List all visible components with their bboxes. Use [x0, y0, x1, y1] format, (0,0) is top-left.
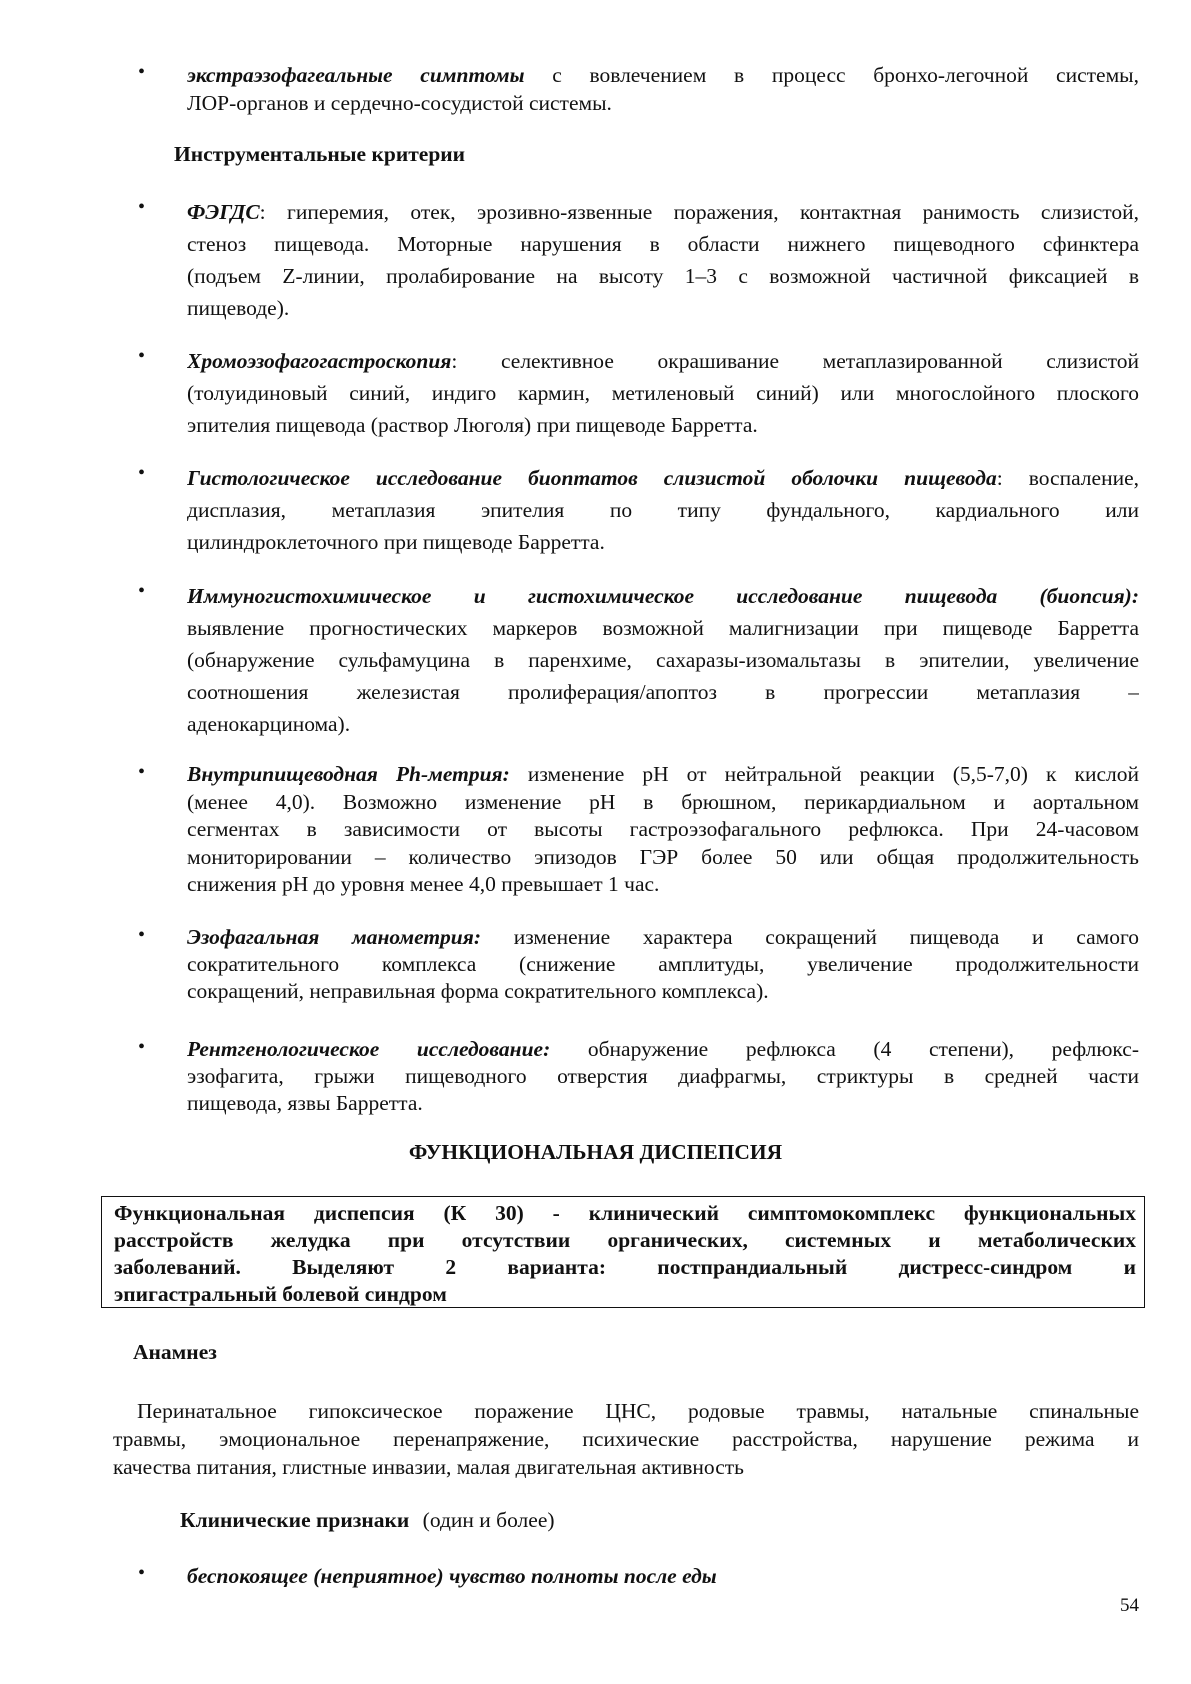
criterion-line — [187, 345, 1139, 377]
criterion-text: эпителия пищевода (раствор Люголя) при пищеводе Барретта. — [187, 413, 758, 437]
criterion-text: мониторировании – количество эпизодов ГЭР более 50 или общая продолжительность — [187, 844, 1139, 869]
criterion-text: (менее 4,0). Возможно изменение pH в брюшном, перикардиальном и аортальном — [187, 789, 1139, 814]
instrumental-heading: Инструментальные критерии — [174, 142, 466, 166]
criterion-text: эзофагита, грыжи пищеводного отверстия диафрагмы, стриктуры в средней части — [187, 1064, 1139, 1088]
bullet-item-fullness — [138, 1562, 1139, 1590]
criterion-line — [187, 196, 1139, 228]
criterion-line — [187, 409, 1139, 441]
criterion-text: пищеводе). — [187, 296, 290, 320]
criterion-line — [187, 580, 1139, 612]
anamnesis-line: травмы, эмоциональное перенапряжение, психические расстройства, нарушение режима и — [113, 1427, 1139, 1451]
criterion-line — [187, 494, 1139, 526]
criterion-text: дисплазия, метаплазия эпителия по типу фундального, кардиального или — [187, 498, 1139, 522]
criterion-line — [187, 844, 1139, 872]
criterion-line — [187, 1036, 1139, 1063]
criterion-text: : гиперемия, отек, эрозивно-язвенные поражения, контактная ранимость слизистой, — [259, 200, 1139, 224]
anamnesis-line: Перинатальное гипоксическое поражение ЦНС, родовые травмы, натальные спинальные — [137, 1399, 1139, 1423]
criterion-text: : селективное окрашивание метаплазированной слизистой — [451, 349, 1139, 373]
criterion-text: пищевода, язвы Барретта. — [187, 1091, 423, 1115]
criterion-text: : воспаление, — [996, 466, 1139, 490]
criterion-line — [187, 462, 1139, 494]
criterion-term: ФЭГДС — [187, 200, 260, 224]
bullet-icon: • — [138, 1562, 146, 1584]
anamnesis-paragraph — [113, 1397, 1139, 1481]
criterion-term: Иммуногистохимическое и гистохимическое исследование пищевода (биопсия): — [187, 584, 1139, 608]
criterion-line — [187, 377, 1139, 409]
bullet-icon: • — [138, 924, 146, 946]
criterion-text: (толуидиновый синий, индиго кармин, метиленовый синий) или многослойного плоского — [187, 381, 1139, 405]
criterion-item — [138, 924, 1139, 1005]
bullet-icon: • — [138, 580, 146, 602]
bullet-icon: • — [138, 1036, 146, 1058]
criterion-text: снижения pH до уровня менее 4,0 превышает 1 час. — [187, 872, 660, 896]
criterion-line — [187, 789, 1139, 817]
criterion-text: сократительного комплекса (снижение амплитуды, увеличение продолжительности — [187, 952, 1139, 976]
criterion-text: изменение характера сокращений пищевода и самого — [481, 925, 1139, 949]
criterion-term: Рентгенологическое исследование: — [187, 1037, 551, 1061]
criterion-text: (обнаружение сульфамуцина в паренхиме, сахаразы-изомальтазы в эпителии, увеличение — [187, 648, 1139, 672]
criterion-line — [187, 761, 1139, 789]
criterion-item — [138, 462, 1139, 558]
criterion-item — [138, 345, 1139, 441]
criterion-term: Хромоэзофагогастроскопия — [187, 349, 452, 373]
criterion-text: (подъем Z-линии, пролабирование на высоту 1–3 с возможной частичной фиксацией в — [187, 264, 1139, 288]
definition-line: расстройств желудка при отсутствии органических, системных и метаболических — [114, 1228, 1136, 1252]
criterion-text: стеноз пищевода. Моторные нарушения в области нижнего пищеводного сфинктера — [187, 232, 1139, 256]
anamnesis-line: качества питания, глистные инвазии, малая двигательная активность — [113, 1455, 744, 1479]
item-line: ЛОР-органов и сердечно-сосудистой системы. — [187, 91, 612, 115]
criterion-line — [187, 708, 1139, 740]
bullet-icon: • — [138, 61, 146, 83]
criterion-line — [187, 1090, 1139, 1117]
bullet-icon: • — [138, 462, 146, 484]
criterion-item — [138, 580, 1139, 740]
criterion-text: сокращений, неправильная форма сократительного комплекса). — [187, 979, 769, 1003]
criterion-text: сегментах в зависимости от высоты гастроэзофагального рефлюкса. При 24-часовом — [187, 817, 1139, 841]
criterion-term: Эзофагальная манометрия: — [187, 925, 482, 949]
criterion-item — [138, 761, 1139, 899]
criterion-line — [187, 676, 1139, 708]
anamnesis-heading: Анамнез — [133, 1340, 217, 1364]
item-line: беспокоящее (неприятное) чувство полноты после еды — [187, 1564, 717, 1588]
definition-box — [101, 1196, 1145, 1308]
criterion-text: соотношения железистая пролиферация/апоптоз в прогрессии метаплазия – — [187, 680, 1139, 704]
criterion-line — [187, 816, 1139, 844]
clinical-signs-line — [180, 1508, 555, 1533]
criterion-text: цилиндроклеточного при пищеводе Барретта. — [187, 530, 605, 554]
item-line: экстраэзофагеальные симптомы с вовлечением в процесс бронхо-легочной системы, — [187, 63, 1139, 87]
criterion-item — [138, 196, 1139, 324]
page-number: 54 — [1120, 1595, 1139, 1616]
criterion-line — [187, 612, 1139, 644]
definition-line: Функциональная диспепсия (К 30) - клинический симптомокомплекс функциональных — [114, 1201, 1136, 1225]
definition-line: заболеваний. Выделяют 2 варианта: постпрандиальный дистресс-синдром и — [114, 1255, 1136, 1279]
criterion-line — [187, 260, 1139, 292]
criterion-line — [187, 1063, 1139, 1090]
definition-line: эпигастральный болевой синдром — [114, 1282, 447, 1306]
criterion-line — [187, 526, 1139, 558]
bullet-icon: • — [138, 196, 146, 218]
criterion-line — [187, 292, 1139, 324]
criterion-term: Внутрипищеводная Ph-метрия: — [187, 762, 510, 786]
criterion-line — [187, 644, 1139, 676]
criterion-line — [187, 228, 1139, 260]
criterion-term: Гистологическое исследование биоптатов слизистой оболочки пищевода — [187, 466, 997, 490]
criterion-text: аденокарцинома). — [187, 712, 351, 736]
criterion-line — [187, 924, 1139, 951]
criterion-line — [187, 978, 1139, 1005]
criterion-text: выявление прогностических маркеров возможной малигнизации при пищеводе Барретта — [187, 616, 1139, 640]
bullet-icon: • — [138, 345, 146, 367]
bullet-item-extraesophageal — [138, 61, 1139, 117]
criterion-text: обнаружение рефлюкса (4 степени), рефлюкс- — [550, 1037, 1139, 1061]
criterion-line — [187, 871, 1139, 899]
criterion-item — [138, 1036, 1139, 1117]
clinical-note: (один и более) — [422, 1508, 555, 1532]
criterion-text: изменение pH от нейтральной реакции (5,5-7,0) к кислой — [509, 762, 1139, 786]
criterion-line — [187, 951, 1139, 978]
bullet-icon: • — [138, 761, 146, 783]
section-title: ФУНКЦИОНАЛЬНАЯ ДИСПЕПСИЯ — [408, 1140, 783, 1164]
clinical-heading: Клинические признаки — [180, 1508, 410, 1532]
